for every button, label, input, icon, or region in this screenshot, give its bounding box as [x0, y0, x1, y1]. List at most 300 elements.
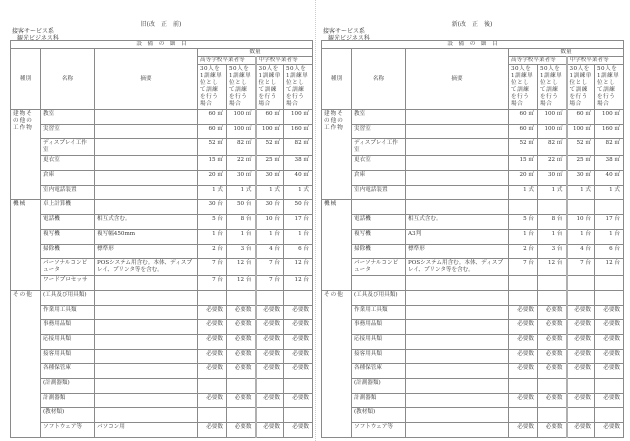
- note-cell: [95, 139, 198, 156]
- quantity-cell: [256, 408, 284, 423]
- quantity-cell: 60 ㎡: [198, 110, 227, 125]
- note-cell: A3判: [406, 229, 509, 244]
- quantity-cell: [567, 276, 595, 291]
- department-line1: 接客サービス系: [12, 28, 55, 35]
- quantity-cell: 17 台: [284, 215, 313, 230]
- note-cell: [95, 110, 198, 125]
- quantity-cell: 必要数: [538, 334, 567, 349]
- quantity-cell: 12 台: [227, 276, 256, 291]
- quantity-cell: 1 台: [227, 229, 256, 244]
- quantity-header: 数量: [509, 49, 624, 57]
- name-cell: ワードプロセッサ: [41, 276, 95, 291]
- quantity-cell: 4 台: [567, 244, 595, 259]
- quantity-cell: 必要数: [567, 334, 595, 349]
- quantity-cell: 52 ㎡: [509, 139, 538, 156]
- header-row: [11, 49, 313, 57]
- quantity-cell: 必要数: [227, 423, 256, 438]
- table-row: [11, 364, 313, 379]
- name-cell: (教材類): [352, 408, 406, 423]
- q50-header: 50人を1訓練単位として訓練を行う場合: [538, 65, 567, 110]
- note-cell: [95, 379, 198, 394]
- quantity-cell: 100 ㎡: [567, 124, 595, 139]
- quantity-cell: 必要数: [284, 393, 313, 408]
- quantity-cell: [567, 408, 595, 423]
- name-header: 名称: [352, 49, 406, 110]
- name-cell: 更衣室: [352, 156, 406, 171]
- quantity-cell: 3 台: [227, 244, 256, 259]
- quantity-cell: 必要数: [284, 334, 313, 349]
- quantity-cell: [538, 290, 567, 305]
- quantity-cell: [538, 200, 567, 215]
- name-cell: 応接用具類: [352, 334, 406, 349]
- quantity-cell: 40 ㎡: [284, 171, 313, 186]
- quantity-cell: 必要数: [595, 423, 624, 438]
- table-row: [11, 393, 313, 408]
- table-row: [11, 229, 313, 244]
- quantity-cell: 7 台: [198, 259, 227, 276]
- quantity-cell: 82 ㎡: [284, 139, 313, 156]
- type-header: 種別: [11, 49, 41, 110]
- quantity-cell: 1 式: [538, 185, 567, 200]
- quantity-cell: 1 台: [256, 229, 284, 244]
- category-cell: 建物その他の工作物: [11, 110, 41, 200]
- quantity-cell: 1 台: [538, 229, 567, 244]
- quantity-cell: 12 台: [227, 259, 256, 276]
- quantity-cell: 必要数: [538, 423, 567, 438]
- table-row: [322, 139, 624, 156]
- note-cell: [406, 423, 509, 438]
- quantity-cell: 8 台: [538, 215, 567, 230]
- quantity-cell: 必要数: [227, 393, 256, 408]
- panel-title: 旧(改 正 前): [140, 21, 182, 28]
- note-cell: [95, 364, 198, 379]
- category-cell: 機械: [322, 200, 352, 290]
- quantity-cell: 必要数: [509, 305, 538, 320]
- quantity-cell: 必要数: [567, 305, 595, 320]
- name-cell: 計測器類: [41, 393, 95, 408]
- quantity-cell: [567, 290, 595, 305]
- quantity-cell: 必要数: [567, 349, 595, 364]
- quantity-cell: 160 ㎡: [595, 124, 624, 139]
- name-cell: 応接用具類: [41, 334, 95, 349]
- quantity-cell: 必要数: [509, 423, 538, 438]
- table-row: [11, 171, 313, 186]
- table-row: [322, 229, 624, 244]
- quantity-cell: 1 台: [595, 229, 624, 244]
- name-cell: 複写機: [352, 229, 406, 244]
- panel-title: 新(改 正 後): [451, 21, 493, 28]
- quantity-cell: 必要数: [284, 364, 313, 379]
- quantity-cell: [284, 408, 313, 423]
- section-header: 設 備 の 細 目: [322, 41, 624, 49]
- quantity-cell: 必要数: [595, 334, 624, 349]
- note-cell: [95, 124, 198, 139]
- quantity-cell: [509, 379, 538, 394]
- category-cell: 建物その他の工作物: [322, 110, 352, 200]
- name-cell: 室内電話装置: [352, 185, 406, 200]
- note-cell: [406, 110, 509, 125]
- q30-header: 30人を1訓練単位として訓練を行う場合: [256, 65, 284, 110]
- name-cell: 倉庫: [352, 171, 406, 186]
- quantity-cell: 1 式: [256, 185, 284, 200]
- quantity-cell: 必要数: [538, 349, 567, 364]
- quantity-cell: 22 ㎡: [538, 156, 567, 171]
- table-row: [322, 305, 624, 320]
- note-cell: POSシステム用含む。本体、ディスプレイ、プリンタ等を含む。: [95, 259, 198, 276]
- note-cell: [95, 290, 198, 305]
- quantity-cell: 必要数: [567, 320, 595, 335]
- table-row: [11, 156, 313, 171]
- name-cell: [352, 200, 406, 215]
- note-cell: [95, 349, 198, 364]
- quantity-cell: 必要数: [538, 364, 567, 379]
- table-row: [322, 334, 624, 349]
- quantity-cell: [595, 276, 624, 291]
- table-row: [11, 349, 313, 364]
- note-cell: [406, 290, 509, 305]
- quantity-cell: 50 台: [284, 200, 313, 215]
- note-cell: [406, 185, 509, 200]
- table-row: [11, 139, 313, 156]
- quantity-cell: 7 台: [256, 276, 284, 291]
- quantity-cell: [198, 408, 227, 423]
- junior-high-header: 中学校卒業者等: [256, 57, 313, 65]
- quantity-cell: [256, 290, 284, 305]
- quantity-cell: [227, 379, 256, 394]
- quantity-cell: 38 ㎡: [284, 156, 313, 171]
- table-row: [11, 110, 313, 125]
- quantity-cell: 必要数: [198, 364, 227, 379]
- quantity-cell: 必要数: [256, 393, 284, 408]
- quantity-cell: 必要数: [509, 349, 538, 364]
- table-row: [322, 244, 624, 259]
- table-row: [11, 408, 313, 423]
- table-row: [322, 171, 624, 186]
- table-row: [322, 379, 624, 394]
- name-cell: 各種保管庫: [41, 364, 95, 379]
- quantity-cell: [595, 200, 624, 215]
- quantity-cell: 必要数: [256, 305, 284, 320]
- quantity-cell: 必要数: [538, 320, 567, 335]
- quantity-cell: 必要数: [567, 393, 595, 408]
- table-row: [11, 215, 313, 230]
- quantity-cell: [227, 408, 256, 423]
- name-cell: パーソナルコンピュータ: [352, 259, 406, 276]
- name-cell: 計測器類: [352, 393, 406, 408]
- quantity-header: 数量: [198, 49, 313, 57]
- note-cell: [406, 408, 509, 423]
- quantity-cell: 1 台: [567, 229, 595, 244]
- quantity-cell: [198, 379, 227, 394]
- junior-high-header: 中学校卒業者等: [567, 57, 624, 65]
- quantity-cell: [595, 290, 624, 305]
- quantity-cell: [509, 200, 538, 215]
- name-cell: 室内電話装置: [41, 185, 95, 200]
- quantity-cell: [509, 408, 538, 423]
- note-cell: [406, 171, 509, 186]
- table-row: [11, 124, 313, 139]
- quantity-cell: 1 台: [198, 229, 227, 244]
- name-cell: 接客用具類: [41, 349, 95, 364]
- quantity-cell: 52 ㎡: [567, 139, 595, 156]
- quantity-cell: 1 式: [595, 185, 624, 200]
- quantity-cell: [198, 290, 227, 305]
- name-cell: 掃除機: [41, 244, 95, 259]
- quantity-cell: 30 ㎡: [227, 171, 256, 186]
- quantity-cell: 必要数: [567, 364, 595, 379]
- quantity-cell: 必要数: [538, 393, 567, 408]
- note-cell: 標準形: [406, 244, 509, 259]
- table-row: [11, 259, 313, 276]
- note-cell: [95, 171, 198, 186]
- table-row: [11, 423, 313, 438]
- name-cell: (計測器類): [352, 379, 406, 394]
- quantity-cell: 60 ㎡: [509, 110, 538, 125]
- table-row: [322, 290, 624, 305]
- quantity-cell: 2 台: [509, 244, 538, 259]
- quantity-cell: [227, 290, 256, 305]
- quantity-cell: [567, 379, 595, 394]
- note-cell: [95, 334, 198, 349]
- note-cell: [406, 124, 509, 139]
- name-cell: 卓上計算機: [41, 200, 95, 215]
- quantity-cell: 必要数: [198, 349, 227, 364]
- quantity-cell: 100 ㎡: [595, 110, 624, 125]
- note-cell: [406, 379, 509, 394]
- name-cell: パーソナルコンピュータ: [41, 259, 95, 276]
- quantity-cell: 1 式: [284, 185, 313, 200]
- quantity-cell: 82 ㎡: [227, 139, 256, 156]
- quantity-cell: 必要数: [567, 423, 595, 438]
- name-cell: 各種保管庫: [352, 364, 406, 379]
- table-row: [322, 423, 624, 438]
- name-cell: [352, 276, 406, 291]
- note-cell: [406, 320, 509, 335]
- quantity-cell: 22 ㎡: [227, 156, 256, 171]
- quantity-cell: 17 台: [595, 215, 624, 230]
- name-cell: 更衣室: [41, 156, 95, 171]
- quantity-cell: 必要数: [256, 364, 284, 379]
- quantity-cell: 1 式: [198, 185, 227, 200]
- table-row: [11, 305, 313, 320]
- table-row: [322, 156, 624, 171]
- high-school-header: 高等学校卒業者等: [198, 57, 256, 65]
- table-row: [11, 334, 313, 349]
- quantity-cell: 必要数: [198, 423, 227, 438]
- quantity-cell: 52 ㎡: [198, 139, 227, 156]
- note-cell: [95, 200, 198, 215]
- quantity-cell: [595, 408, 624, 423]
- q30-header: 30人を1訓練単位として訓練を行う場合: [198, 65, 227, 110]
- note-cell: [406, 276, 509, 291]
- note-cell: 複写幅450mm: [95, 229, 198, 244]
- quantity-cell: 100 ㎡: [227, 124, 256, 139]
- quantity-cell: 7 台: [509, 259, 538, 276]
- equipment-table: [321, 40, 624, 438]
- quantity-cell: 必要数: [284, 349, 313, 364]
- note-cell: [406, 393, 509, 408]
- name-cell: (計測器類): [41, 379, 95, 394]
- quantity-cell: 100 ㎡: [256, 124, 284, 139]
- equipment-table: [10, 40, 313, 438]
- name-cell: (工具及び用具類): [352, 290, 406, 305]
- quantity-cell: 60 ㎡: [509, 124, 538, 139]
- section-header: 設 備 の 細 目: [11, 41, 313, 49]
- quantity-cell: 60 ㎡: [567, 110, 595, 125]
- quantity-cell: 60 ㎡: [198, 124, 227, 139]
- quantity-cell: 10 台: [567, 215, 595, 230]
- note-cell: 相互式含む。: [95, 215, 198, 230]
- quantity-cell: 必要数: [284, 305, 313, 320]
- table-row: [322, 276, 624, 291]
- quantity-cell: 20 ㎡: [198, 171, 227, 186]
- q30-header: 30人を1訓練単位として訓練を行う場合: [509, 65, 538, 110]
- quantity-cell: 必要数: [227, 320, 256, 335]
- quantity-cell: 40 ㎡: [595, 171, 624, 186]
- quantity-cell: 必要数: [509, 393, 538, 408]
- quantity-cell: [538, 379, 567, 394]
- name-cell: 教室: [352, 110, 406, 125]
- table-row: [322, 215, 624, 230]
- quantity-cell: 82 ㎡: [595, 139, 624, 156]
- quantity-cell: [538, 408, 567, 423]
- table-row: [11, 320, 313, 335]
- q30-header: 30人を1訓練単位として訓練を行う場合: [567, 65, 595, 110]
- quantity-cell: 160 ㎡: [284, 124, 313, 139]
- quantity-cell: 4 台: [256, 244, 284, 259]
- quantity-cell: 必要数: [284, 320, 313, 335]
- quantity-cell: 30 ㎡: [256, 171, 284, 186]
- quantity-cell: [256, 379, 284, 394]
- quantity-cell: 必要数: [198, 334, 227, 349]
- quantity-cell: 7 台: [198, 276, 227, 291]
- name-cell: 電話機: [41, 215, 95, 230]
- name-cell: 掃除機: [352, 244, 406, 259]
- quantity-cell: 100 ㎡: [538, 124, 567, 139]
- note-cell: [406, 156, 509, 171]
- quantity-cell: 15 ㎡: [198, 156, 227, 171]
- quantity-cell: 50 台: [227, 200, 256, 215]
- quantity-cell: [538, 276, 567, 291]
- quantity-cell: 必要数: [509, 334, 538, 349]
- quantity-cell: 必要数: [227, 364, 256, 379]
- name-cell: ディスプレイ工作室: [41, 139, 95, 156]
- quantity-cell: 必要数: [256, 334, 284, 349]
- quantity-cell: 7 台: [567, 259, 595, 276]
- header-row: [11, 41, 313, 49]
- type-header: 種別: [322, 49, 352, 110]
- name-cell: 倉庫: [41, 171, 95, 186]
- category-cell: 機械: [11, 200, 41, 290]
- quantity-cell: 必要数: [595, 393, 624, 408]
- quantity-cell: 38 ㎡: [595, 156, 624, 171]
- q50-header: 50人を1訓練単位として訓練を行う場合: [227, 65, 256, 110]
- table-row: [11, 276, 313, 291]
- quantity-cell: 60 ㎡: [256, 110, 284, 125]
- table-row: [322, 259, 624, 276]
- note-cell: [95, 408, 198, 423]
- quantity-cell: [509, 290, 538, 305]
- table-row: [322, 200, 624, 215]
- name-cell: ソフトウェア等: [352, 423, 406, 438]
- note-cell: [406, 334, 509, 349]
- quantity-cell: 7 台: [256, 259, 284, 276]
- note-cell: [95, 393, 198, 408]
- name-cell: 事務用品類: [41, 320, 95, 335]
- quantity-cell: 100 ㎡: [284, 110, 313, 125]
- quantity-cell: 必要数: [227, 334, 256, 349]
- note-cell: [406, 349, 509, 364]
- quantity-cell: 82 ㎡: [538, 139, 567, 156]
- quantity-cell: 必要数: [227, 305, 256, 320]
- quantity-cell: 10 台: [256, 215, 284, 230]
- quantity-cell: 必要数: [198, 393, 227, 408]
- quantity-cell: 2 台: [198, 244, 227, 259]
- note-cell: [406, 200, 509, 215]
- quantity-cell: [284, 290, 313, 305]
- quantity-cell: 必要数: [256, 423, 284, 438]
- note-cell: [406, 305, 509, 320]
- quantity-cell: 必要数: [256, 349, 284, 364]
- quantity-cell: 20 ㎡: [509, 171, 538, 186]
- table-row: [11, 200, 313, 215]
- quantity-cell: 25 ㎡: [256, 156, 284, 171]
- note-cell: 相互式含む。: [406, 215, 509, 230]
- quantity-cell: 5 台: [509, 215, 538, 230]
- quantity-cell: 100 ㎡: [227, 110, 256, 125]
- table-row: [322, 124, 624, 139]
- quantity-cell: 8 台: [227, 215, 256, 230]
- table-row: [322, 349, 624, 364]
- note-cell: [95, 320, 198, 335]
- category-cell: その他: [11, 290, 41, 437]
- quantity-cell: 必要数: [256, 320, 284, 335]
- quantity-cell: 100 ㎡: [538, 110, 567, 125]
- note-cell: [95, 156, 198, 171]
- quantity-cell: 15 ㎡: [509, 156, 538, 171]
- quantity-cell: 必要数: [509, 320, 538, 335]
- quantity-cell: 25 ㎡: [567, 156, 595, 171]
- name-cell: 作業用工具類: [352, 305, 406, 320]
- name-cell: 実習室: [41, 124, 95, 139]
- page-divider: [315, 0, 316, 441]
- quantity-cell: 30 ㎡: [538, 171, 567, 186]
- quantity-cell: 12 台: [595, 259, 624, 276]
- quantity-cell: 必要数: [227, 349, 256, 364]
- header-row: [322, 49, 624, 57]
- quantity-cell: 1 台: [509, 229, 538, 244]
- table-row: [11, 185, 313, 200]
- q50-header: 50人を1訓練単位として訓練を行う場合: [595, 65, 624, 110]
- note-header: 摘要: [406, 49, 509, 110]
- quantity-cell: 12 台: [284, 259, 313, 276]
- name-cell: 事務用品類: [352, 320, 406, 335]
- table-row: [322, 408, 624, 423]
- table-row: [11, 244, 313, 259]
- quantity-cell: 1 式: [227, 185, 256, 200]
- quantity-cell: 12 台: [284, 276, 313, 291]
- quantity-cell: [284, 379, 313, 394]
- table-row: [322, 320, 624, 335]
- quantity-cell: 30 台: [256, 200, 284, 215]
- note-cell: [95, 276, 198, 291]
- quantity-cell: [567, 200, 595, 215]
- category-cell: その他: [322, 290, 352, 437]
- quantity-cell: 必要数: [509, 364, 538, 379]
- q50-header: 50人を1訓練単位として訓練を行う場合: [284, 65, 313, 110]
- name-cell: ディスプレイ工作室: [352, 139, 406, 156]
- quantity-cell: 1 式: [509, 185, 538, 200]
